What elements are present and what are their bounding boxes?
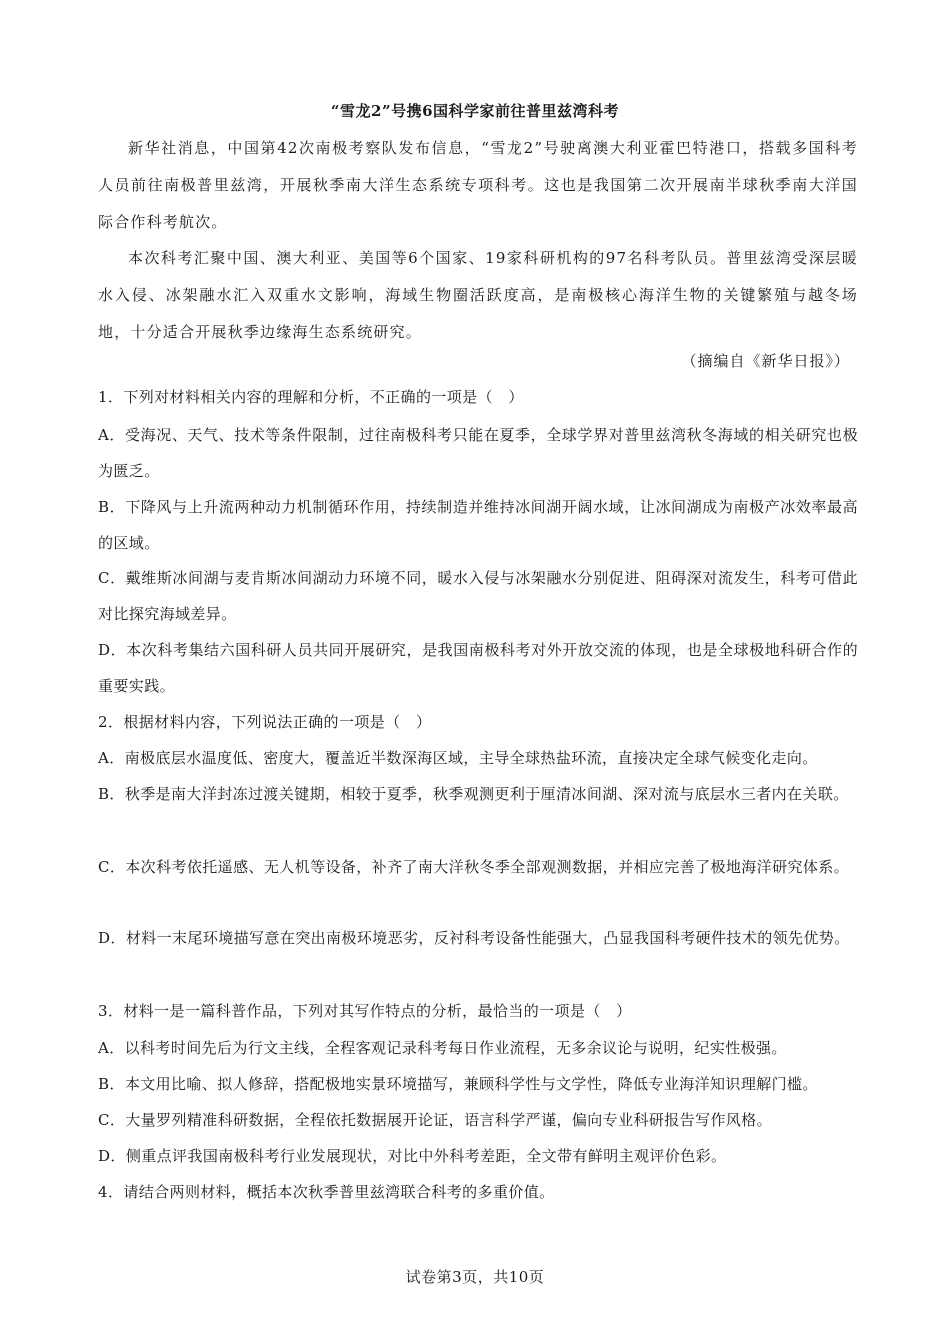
article-paragraph-2: 本次科考汇聚中国、澳大利亚、美国等6个国家、19家科研机构的97名科考队员。普里兹湾受深层暖水入侵、冰架融水汇入双重水文影响，海域生物圈活跃度高，是南极核心海洋生物的关键繁殖与越冬场地，十分适合开展秋季边缘海生态系统研究。	[98, 249, 858, 341]
question-3-option-d: D．侧重点评我国南极科考行业发展现状，对比中外科考差距，全文带有鲜明主观评价色彩。	[98, 1147, 727, 1165]
article-paragraph-1: 新华社消息，中国第42次南极考察队发布信息，“雪龙2”号驶离澳大利亚霍巴特港口，搭载多国科考人员前往南极普里兹湾，开展秋季南大洋生态系统专项科考。这也是我国第二次开展南半球秋季南大洋国际合作科考航次。	[98, 139, 858, 231]
article-source: （摘编自《新华日报》）	[681, 352, 850, 370]
question-1-option-c: C．戴维斯冰间湖与麦肯斯冰间湖动力环境不同，暖水入侵与冰架融水分别促进、阻碍深对流发生，科考可借此对比探究海域差异。	[98, 569, 858, 623]
question-1-stem: 1．下列对材料相关内容的理解和分析，不正确的一项是（ ）	[98, 388, 524, 406]
question-3-stem: 3．材料一是一篇科普作品，下列对其写作特点的分析，最恰当的一项是（ ）	[98, 1002, 632, 1020]
question-1-option-b: B．下降风与上升流两种动力机制循环作用，持续制造并维持冰间湖开阔水域，让冰间湖成为南极产冰效率最高的区域。	[98, 498, 858, 552]
question-2-option-a: A．南极底层水温度低、密度大，覆盖近半数深海区域，主导全球热盐环流，直接决定全球气候变化走向。	[98, 749, 818, 767]
question-2-stem: 2．根据材料内容，下列说法正确的一项是（ ）	[98, 713, 432, 731]
question-3-option-c: C．大量罗列精准科研数据，全程依托数据展开论证，语言科学严谨，偏向专业科研报告写作风格。	[98, 1111, 773, 1129]
question-3-option-a: A．以科考时间先后为行文主线，全程客观记录科考每日作业流程，无多余议论与说明，纪实性极强。	[98, 1039, 787, 1057]
article-title: “雪龙2”号携6国科学家前往普里兹湾科考	[330, 102, 620, 120]
question-1-option-a: A．受海况、天气、技术等条件限制，过往南极科考只能在夏季，全球学界对普里兹湾秋冬海域的相关研究也极为匮乏。	[98, 426, 858, 480]
question-3-option-b: B．本文用比喻、拟人修辞，搭配极地实景环境描写，兼顾科学性与文学性，降低专业海洋知识理解门槛。	[98, 1075, 818, 1093]
question-1-option-d: D．本次科考集结六国科研人员共同开展研究，是我国南极科考对外开放交流的体现，也是全球极地科研合作的重要实践。	[98, 641, 858, 695]
question-2-option-c: C．本次科考依托遥感、无人机等设备，补齐了南大洋秋冬季全部观测数据，并相应完善了极地海洋研究体系。	[98, 858, 850, 876]
question-2-option-b: B．秋季是南大洋封冻过渡关键期，相较于夏季，秋季观测更利于厘清冰间湖、深对流与底层水三者内在关联。	[98, 785, 849, 803]
question-2-option-d: D．材料一末尾环境描写意在突出南极环境恶劣，反衬科考设备性能强大，凸显我国科考硬件技术的领先优势。	[98, 929, 850, 947]
page-footer: 试卷第3页，共10页	[405, 1268, 545, 1286]
question-4-stem: 4．请结合两则材料，概括本次秋季普里兹湾联合科考的多重价值。	[98, 1183, 555, 1201]
